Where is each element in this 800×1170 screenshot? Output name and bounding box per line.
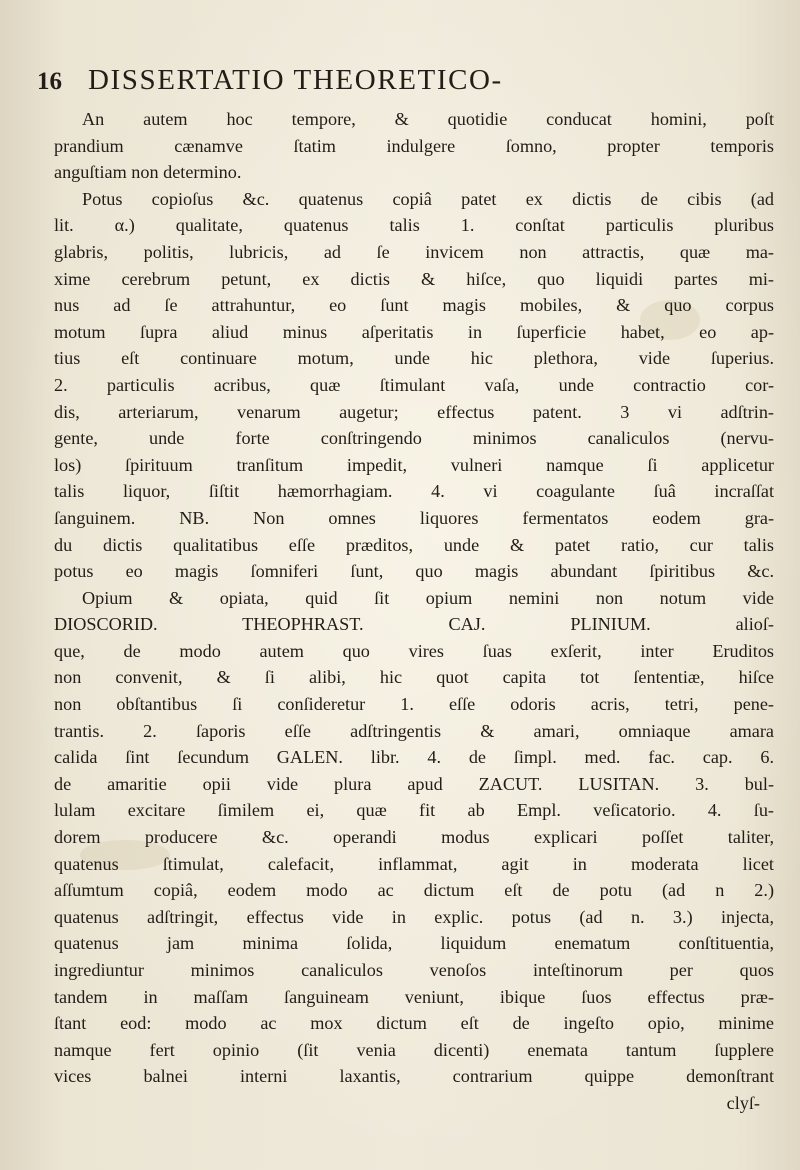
text-line: gente, unde forte conſtringendo minimos canaliculos (nervu-	[54, 428, 774, 449]
text-line: talis liquor, ſiſtit hæmorrhagiam. 4. vi coagulante ſuâ incraſſat	[54, 481, 774, 502]
text-line: anguſtiam non determino.	[54, 162, 242, 183]
text-line: motum ſupra aliud minus aſperitatis in ſuperficie habet, eo ap-	[54, 321, 774, 342]
text-line: DIOSCORID. THEOPHRAST. CAJ. PLINIUM. alioſ-	[54, 614, 774, 635]
text-line: non obſtantibus ſi conſideretur 1. eſſe odoris acris, tetri, pene-	[54, 694, 774, 715]
text-line: lit. α.) qualitate, quatenus talis 1. conſtat particulis pluribus	[54, 215, 774, 236]
text-line: quatenus jam minima ſolida, liquidum enematum conſtituentia,	[54, 933, 774, 954]
text-line: xime cerebrum petunt, ex dictis & hiſce, quo liquidi partes mi-	[54, 268, 774, 289]
text-line: dorem producere &c. operandi modus explicari poſſet taliter,	[54, 827, 774, 848]
text-line: tius eſt continuare motum, unde hic plethora, vide ſuperius.	[54, 348, 774, 369]
text-line: quatenus ſtimulat, calefacit, inflammat, agit in moderata licet	[54, 853, 774, 874]
page-number: 16	[37, 68, 62, 95]
text-line: du dictis qualitatibus eſſe præditos, unde & patet ratio, cur talis	[54, 534, 774, 555]
text-line: trantis. 2. ſaporis eſſe adſtringentis & amari, omniaque amara	[54, 720, 774, 741]
text-line: de amaritie opii vide plura apud ZACUT. LUSITAN. 3. bul-	[54, 773, 774, 794]
text-line: Potus copioſus &c. quatenus copiâ patet ex dictis de cibis (ad	[82, 188, 774, 209]
text-line: nus ad ſe attrahuntur, eo ſunt magis mobiles, & quo corpus	[54, 295, 774, 316]
text-line: namque fert opinio (ſit venia dicenti) enemata tantum ſupplere	[54, 1039, 774, 1060]
text-line: ſtant eod: modo ac mox dictum eſt de ingeſto opio, minime	[54, 1013, 774, 1034]
catchword: clyſ-	[726, 1092, 760, 1113]
text-line: aſſumtum copiâ, eodem modo ac dictum eſt de potu (ad n 2.)	[54, 880, 774, 901]
text-line: glabris, politis, lubricis, ad ſe invicem non attractis, quæ ma-	[54, 241, 774, 262]
text-line: 2. particulis acribus, quæ ſtimulant vaſa, unde contractio cor-	[54, 374, 774, 395]
text-line: prandium cænamve ſtatim indulgere ſomno, propter temporis	[54, 135, 774, 156]
text-line: ingrediuntur minimos canaliculos venoſos inteſtinorum per quos	[54, 960, 774, 980]
text-line: que, de modo autem quo vires ſuas exſerit, inter Eruditos	[54, 640, 774, 661]
text-line: dis, arteriarum, venarum augetur; effectus patent. 3 vi adſtrin-	[54, 401, 774, 422]
running-head: DISSERTATIO THEORETICO-	[88, 64, 503, 96]
text-line: quatenus adſtringit, effectus vide in explic. potus (ad n. 3.) injecta,	[54, 906, 774, 927]
text-line: los) ſpirituum tranſitum impedit, vulneri namque ſi applicetur	[54, 454, 774, 475]
text-line: lulam excitare ſimilem ei, quæ fit ab Empl. veſicatorio. 4. ſu-	[54, 800, 774, 821]
text-line: tandem in maſſam ſanguineam veniunt, ibique ſuos effectus præ-	[54, 986, 774, 1007]
body-text	[54, 106, 774, 1117]
text-line: An autem hoc tempore, & quotidie conducat homini, poſt	[82, 109, 774, 129]
text-line: calida ſint ſecundum GALEN. libr. 4. de ſimpl. med. fac. cap. 6.	[54, 747, 774, 768]
text-line: potus eo magis ſomniferi ſunt, quo magis abundant ſpiritibus &c.	[54, 561, 774, 582]
text-line: non convenit, & ſi alibi, hic quot capita tot ſententiæ, hiſce	[54, 667, 774, 688]
text-line: ſanguinem. NB. Non omnes liquores fermentatos eodem gra-	[54, 507, 774, 528]
page-header	[0, 62, 800, 102]
text-line: Opium & opiata, quid ſit opium nemini non notum vide	[82, 587, 774, 608]
text-line: vices balnei interni laxantis, contrarium quippe demonſtrant	[54, 1066, 774, 1087]
